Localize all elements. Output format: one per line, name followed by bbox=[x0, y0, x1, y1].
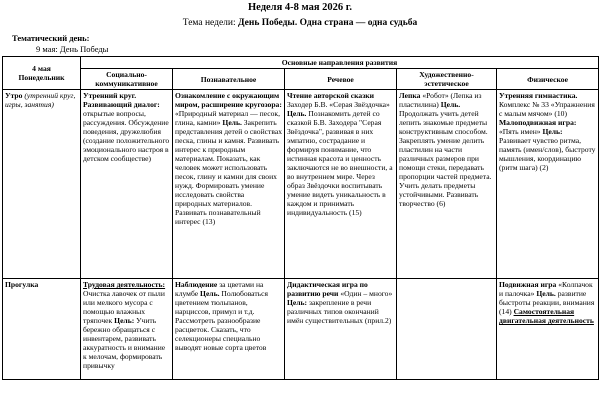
table-header-row-1 bbox=[3, 57, 599, 69]
morning-art-title: Лепка bbox=[399, 91, 421, 100]
thematic-day-label: Тематический день: bbox=[12, 33, 90, 43]
theme-prefix: Тема недели: bbox=[182, 18, 239, 28]
walk-cognitive-lead: за цветами на клумбе bbox=[175, 280, 264, 298]
morning-art-goal-text: Продолжать учить детей лепить знакомые предметы конструктивным способом. Закреплять умение делить пластилин на части различных размеров при помощи стеки, передавать пропорции частей предмета. Учить делать предметы устойчивыми. Развивать творчество (6) bbox=[399, 109, 492, 208]
thematic-day-value: 9 мая: День Победы bbox=[36, 44, 109, 54]
morning-cognitive-lead: «Природный материал — песок, глина, камни» bbox=[175, 109, 280, 127]
walk-cognitive-goal-label: Цель. bbox=[200, 289, 220, 298]
morning-label-note: (утренний круг, игры, занятия) bbox=[5, 91, 76, 109]
cell-morning-speech bbox=[285, 90, 397, 279]
walk-speech-title: Дидактическая игра по развитию речи bbox=[287, 280, 368, 298]
morning-social-text: открытые вопросы, рассуждения. Обсуждение поведения, дружелюбия (создание положительного эмоционального настроя в детском сообществе) bbox=[83, 109, 170, 163]
cell-walk-physical bbox=[497, 279, 599, 380]
morning-speech-title: Чтение авторской сказки bbox=[287, 91, 374, 100]
morning-physical-lead: Комплекс № 33 «Упражнения с малым мячом» (10) bbox=[499, 100, 595, 118]
morning-label: Утро bbox=[5, 91, 23, 100]
walk-label: Прогулка bbox=[5, 280, 39, 289]
walk-social-title: Трудовая деятельность: bbox=[83, 280, 166, 289]
walk-speech-lead: «Один – много» bbox=[340, 289, 393, 298]
group-header: Основные направления развития bbox=[81, 57, 599, 69]
walk-social-goal-text: Учить бережно обращаться с инвентарем, развивать аккуратность и внимание к мелочам, формировать привычку bbox=[83, 316, 166, 370]
cell-morning-cognitive bbox=[173, 90, 285, 279]
cell-morning-social bbox=[81, 90, 173, 279]
morning-physical-title: Утренняя гимнастика. bbox=[499, 91, 578, 100]
morning-cognitive-goal-label: Цель. bbox=[222, 118, 242, 127]
cell-walk-speech bbox=[285, 279, 397, 380]
row-label-walk bbox=[3, 279, 81, 380]
morning-speech-goal-label: Цель. bbox=[287, 109, 307, 118]
column-header-physical: Физическое bbox=[497, 69, 599, 90]
walk-physical-goal-text: развитие быстроты реакции, внимания (14) bbox=[499, 289, 595, 316]
date-header-cell bbox=[3, 57, 81, 90]
walk-speech-goal-label: Цель: bbox=[287, 298, 308, 307]
walk-speech-goal-text: закрепление в речи различных типов окончаний имён существительных (прил.2) bbox=[287, 298, 392, 325]
cell-walk-art bbox=[397, 279, 497, 380]
cell-morning-physical bbox=[497, 90, 599, 279]
week-title: Неделя 4-8 мая 2026 г. bbox=[248, 2, 352, 13]
walk-physical-lead: «Колпачок и палочка» bbox=[499, 280, 593, 298]
walk-physical-title: Подвижная игра bbox=[499, 280, 557, 289]
cell-morning-art bbox=[397, 90, 497, 279]
plan-table bbox=[2, 56, 599, 380]
column-header-social: Социально-коммуникативное bbox=[81, 69, 173, 90]
column-header-speech: Речевое bbox=[285, 69, 397, 90]
table-row-walk bbox=[3, 279, 599, 380]
morning-physical-goal-label: Цель: bbox=[542, 127, 563, 136]
walk-social-text: Очистка лавочек от пыли или мелкого мусора с помощью влажных тряпочек bbox=[83, 289, 165, 325]
table-row-morning bbox=[3, 90, 599, 279]
walk-physical-goal-label: Цель. bbox=[536, 289, 556, 298]
morning-social-title: Утренний круг. Развивающий диалог: bbox=[83, 91, 160, 109]
morning-cognitive-title: Ознакомление с окружающим миром, расширение кругозора: bbox=[175, 91, 282, 109]
cell-walk-social bbox=[81, 279, 173, 380]
morning-physical-game-title: Малоподвижная игра: bbox=[499, 118, 577, 127]
morning-art-goal-label: Цель. bbox=[440, 100, 461, 109]
walk-social-goal-label: Цель: bbox=[114, 316, 135, 325]
walk-physical-extra-title: Самостоятельная двигательная деятельность bbox=[499, 307, 594, 325]
theme-name: День Победы. Одна страна — одна судьба bbox=[238, 18, 418, 28]
column-header-cognitive: Познавательное bbox=[173, 69, 285, 90]
morning-physical-goal-text: Развивает чувство ритма, память (имен/слов), быстроту мышления, координацию (ритм шага) (2) bbox=[499, 136, 596, 172]
table-header-row-2 bbox=[3, 69, 599, 90]
morning-art-lead: «Робот» (Лепка из пластилина) bbox=[399, 91, 482, 109]
morning-speech-lead: Заходер Б.В. «Серая Звёздочка» bbox=[287, 100, 390, 109]
theme-line bbox=[0, 18, 600, 28]
morning-cognitive-goal-text: Закрепить представления детей о свойствах песка, глины и камня. Развивать интерес к природным материалам. Показать, как человек может использовать песок, глину и камни для своих нужд. Формировать умение исследовать свойства природных материалов. Развивать познавательный интерес (13) bbox=[175, 118, 282, 226]
column-header-art: Художественно-эстетическое bbox=[397, 69, 497, 90]
weekday-header: Понедельник bbox=[18, 73, 65, 82]
walk-cognitive-title: Наблюдение bbox=[175, 280, 218, 289]
walk-cognitive-goal-text: Полюбоваться цветением тюльпанов, нарциссов, примул и т.д. Рассмотреть разнообразие расцветок. Сказать, что селекционеры специально выводят новые сорта цветов bbox=[175, 289, 268, 352]
date-header: 4 мая bbox=[32, 64, 51, 73]
row-label-morning bbox=[3, 90, 81, 279]
cell-walk-cognitive bbox=[173, 279, 285, 380]
morning-physical-game-name: «Пять имен» bbox=[499, 127, 541, 136]
morning-speech-goal-text: Познакомить детей со сказкой Б.В. Заходера "Серая Звёздочка", развивая в них эмпатию, сострадание и формируя понимание, что истинная красота и ценность заключаются не во внешности, а во внутреннем мире. Через образ Звёздочки воспитывать умение видеть уникальность в каждом и принимать индивидуальность (15) bbox=[287, 109, 393, 217]
